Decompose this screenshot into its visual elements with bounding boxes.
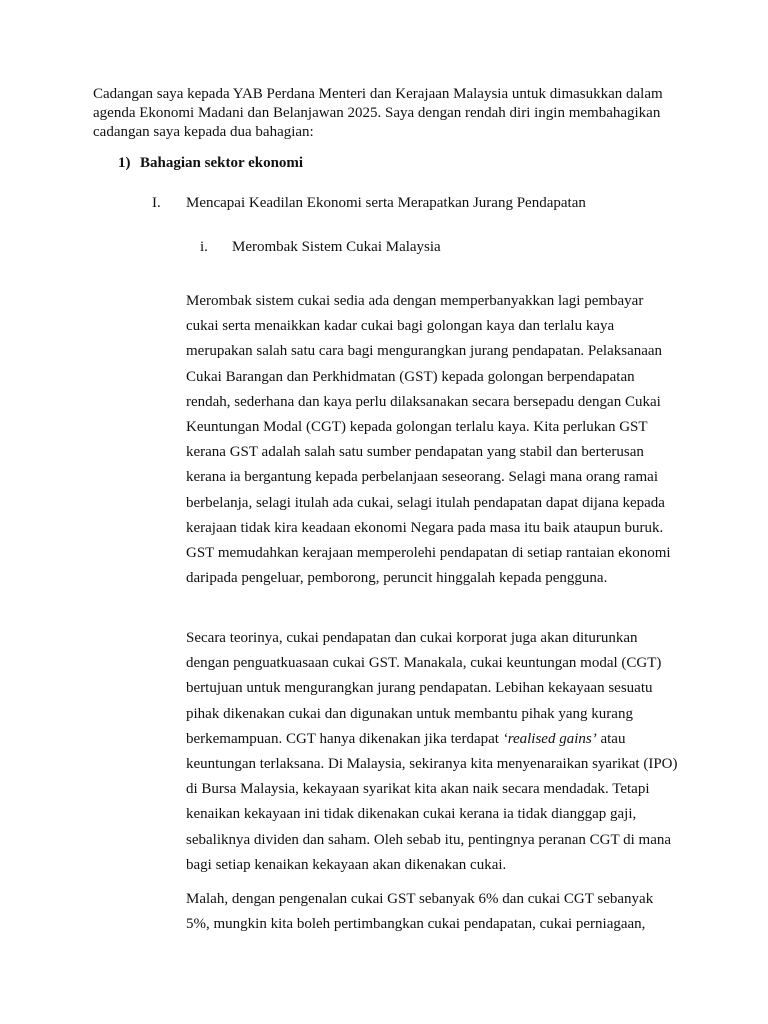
item-heading-i	[200, 238, 441, 257]
item-number: i.	[200, 239, 208, 255]
intro-paragraph: Cadangan saya kepada YAB Perdana Menteri dan Kerajaan Malaysia untuk dimasukkan dalam agenda Ekonomi Madani dan Belanjawan 2025. Saya dengan rendah diri ingin membahagikan cadangan saya kepada dua bahagian:	[93, 86, 663, 140]
item-title: Merombak Sistem Cukai Malaysia	[232, 239, 441, 255]
subsection-number: I.	[152, 195, 161, 211]
section-number: 1)	[118, 155, 131, 171]
section-heading-1	[118, 154, 303, 173]
subsection-heading-I	[152, 194, 586, 213]
body-paragraph-2	[186, 626, 678, 878]
body-paragraph-1: Merombak sistem cukai sedia ada dengan memperbanyakkan lagi pembayar cukai serta menaikkan kadar cukai bagi golongan kaya dan terlalu kaya merupakan salah satu cara bagi mengurangkan jurang pendapatan. Pelaksanaan Cukai Barangan dan Perkhidmatan (GST) kepada golongan berpendapatan rendah, sederhana dan kaya perlu dilaksanakan secara bersepadu dengan Cukai Keuntungan Modal (CGT) kepada golongan terlalu kaya. Kita perlukan GST kerana GST adalah salah satu sumber pendapatan yang stabil dan berterusan kerana ia bergantung kepada perbelanjaan seseorang. Selagi mana orang ramai berbelanja, selagi itulah ada cukai, selagi itulah pendapatan dapat dijana kepada kerajaan tidak kira keadaan ekonomi Negara pada masa itu baik ataupun buruk. GST memudahkan kerajaan memperolehi pendapatan di setiap rantaian ekonomi daripada pengeluar, pemborong, peruncit hinggalah kepada pengguna.	[186, 293, 671, 587]
section-title: Bahagian sektor ekonomi	[140, 155, 304, 171]
subsection-title: Mencapai Keadilan Ekonomi serta Merapatkan Jurang Pendapatan	[186, 195, 586, 211]
paragraph-text-continued: atau keuntungan terlaksana. Di Malaysia, sekiranya kita menyenaraikan syarikat (IPO) di Bursa Malaysia, kekayaan syarikat kita akan naik secara mendadak. Tetapi kenaikan kekayaan ini tidak dikenakan cukai kerana ia tidak dianggap gaji, sebaliknya dividen dan saham. Oleh sebab itu, pentingnya peranan CGT di mana bagi setiap kenaikan kekayaan akan dikenakan cukai.	[186, 730, 678, 873]
emphasis-text: ‘realised gains’	[502, 730, 597, 747]
paragraph-text: Secara teorinya, cukai pendapatan dan cukai korporat juga akan diturunkan dengan penguatkuasaan cukai GST. Manakala, cukai keuntungan modal (CGT) bertujuan untuk mengurangkan jurang pendapatan. Lebihan kekayaan sesuatu pihak dikenakan cukai dan digunakan untuk membantu pihak yang kurang berkemampuan. CGT hanya dikenakan jika terdapat	[186, 630, 662, 747]
body-paragraph-3: Malah, dengan pengenalan cukai GST sebanyak 6% dan cukai CGT sebanyak 5%, mungkin kita boleh pertimbangkan cukai pendapatan, cukai perniagaan,	[186, 891, 654, 933]
